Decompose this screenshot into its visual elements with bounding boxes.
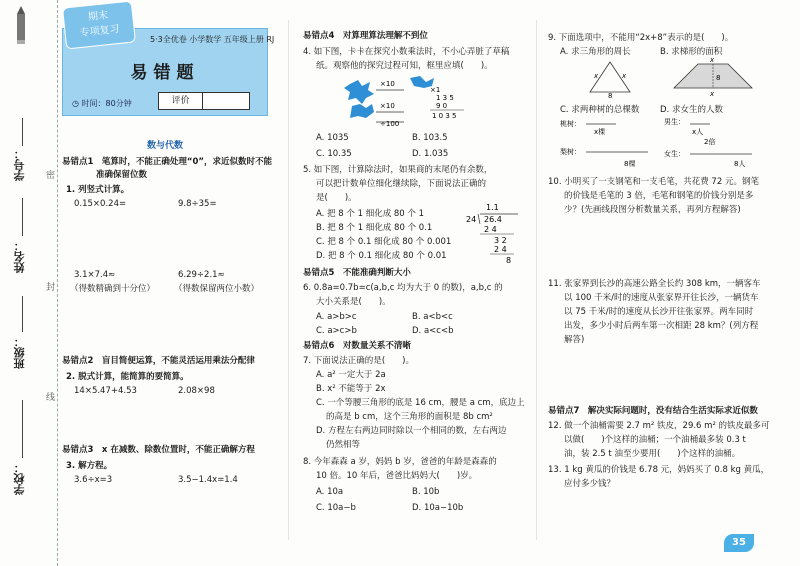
option-5b[interactable]: B. 把 8 个 1 细化成 80 个 0.1 bbox=[316, 223, 433, 233]
page-title: 易错题 bbox=[130, 63, 200, 83]
error-point-1: 易错点1 笔算时，不能正确处理“0”，求近似数时不能 bbox=[62, 157, 273, 167]
question-3: 3. 解方程。 bbox=[66, 461, 113, 471]
equation: 3.5−1.4x=1.4 bbox=[178, 475, 238, 485]
question-12-cont: 油，装 2.5 t 油至少要用( )个这样的油桶。 bbox=[564, 449, 741, 459]
multiplication-figure bbox=[340, 74, 480, 126]
step-a: 2 4 bbox=[484, 225, 497, 234]
option-7d-cont: 仍然相等 bbox=[326, 440, 361, 450]
question-5-cont: 可以把计数单位细化继续除，下面说法正确的 bbox=[316, 179, 487, 189]
error-point-4: 易错点4 对算理算法理解不到位 bbox=[303, 31, 428, 41]
question-5: 5. 如下图，计算除法时，如果商的末尾仍有余数， bbox=[303, 165, 493, 175]
question-6-cont: 大小关系是( )。 bbox=[316, 297, 391, 307]
time-limit bbox=[72, 98, 132, 109]
question-12: 12. 做一个油桶需要 2.7 m² 铁皮，29.6 m² 的铁皮最多可 bbox=[548, 421, 770, 431]
question-11-cont: 以 100 千米/时的速度从张家界开往长沙，一辆货车 bbox=[564, 293, 759, 303]
pear-label: 梨树： bbox=[560, 148, 581, 156]
class-line[interactable] bbox=[22, 296, 23, 332]
question-10: 10. 小明买了一支钢笔和一支毛笔，共花费 72 元。钢笔 bbox=[548, 177, 759, 187]
option-9c[interactable]: C. 求两种树的总棵数 bbox=[560, 105, 640, 115]
step-b: 3 2 bbox=[494, 236, 507, 245]
calc-expression: 0.15×0.24= bbox=[74, 199, 127, 209]
ink-blot bbox=[350, 104, 374, 118]
trapezoid-height-8: 8 bbox=[716, 74, 721, 82]
option-9d[interactable]: D. 求女生的人数 bbox=[660, 105, 723, 115]
fig4-r1: 1 3 5 bbox=[436, 94, 454, 102]
option-7c-cont: 的高是 b cm，这个三角形的面积是 8b cm² bbox=[326, 412, 493, 422]
calc-note: （得数精确到十分位） bbox=[70, 284, 156, 294]
question-10-cont: 少？(先画线段图分析数量关系，再列方程解答) bbox=[564, 205, 741, 215]
column-divider bbox=[288, 20, 289, 540]
option-4c[interactable]: C. 10.35 bbox=[316, 149, 352, 159]
question-12-cont: 以做( )个这样的油桶；一个油桶最多装 0.3 t bbox=[564, 435, 746, 445]
triangle-side-x: x bbox=[594, 72, 599, 80]
calc-expression: 14×5.47+4.53 bbox=[74, 386, 137, 396]
column-divider bbox=[536, 20, 537, 540]
ink-blot bbox=[344, 80, 374, 104]
question-11-cont: 以 75 千米/时的速度从长沙开往张家界。两车同时 bbox=[564, 307, 754, 317]
question-4-cont: 纸。观察他的探究过程可知，框里应填( )。 bbox=[316, 61, 493, 71]
option-8b[interactable]: B. 10b bbox=[412, 487, 440, 497]
badge-line1: 期末 bbox=[87, 10, 109, 24]
student-id-label: 学号： bbox=[13, 148, 26, 181]
binding-margin bbox=[0, 0, 58, 566]
divisor: 24 bbox=[466, 215, 477, 224]
error-point-2: 易错点2 盲目简便运算，不能灵活运用乘法分配律 bbox=[62, 356, 255, 366]
class-label: 班级： bbox=[13, 336, 26, 369]
option-6b[interactable]: B. a<b<c bbox=[412, 312, 453, 322]
clock-icon: ◷ bbox=[72, 99, 82, 108]
trapezoid-figure bbox=[668, 58, 758, 98]
triangle-side-x: x bbox=[622, 72, 627, 80]
fig4-r2: 9 0 bbox=[436, 102, 448, 110]
question-13-cont: 应付多少钱？ bbox=[564, 479, 616, 489]
calc-expression: 3.1×7.4≈ bbox=[74, 270, 116, 280]
fig4-label-m1: ×10 bbox=[380, 80, 395, 88]
option-5d[interactable]: D. 把 8 个 0.1 细化成 80 个 0.01 bbox=[316, 251, 447, 261]
student-id-line[interactable] bbox=[22, 118, 23, 146]
option-7a[interactable]: A. a² 一定大于 2a bbox=[316, 370, 386, 380]
error-point-3: 易错点3 x 在减数、除数位置时，不能正确解方程 bbox=[62, 445, 255, 455]
step-c: 2 4 bbox=[494, 245, 507, 254]
evaluation-label: 评价 bbox=[159, 93, 203, 109]
peach-label: 桃树： bbox=[560, 120, 581, 128]
students-segment-figure bbox=[664, 114, 764, 170]
question-1: 1. 列竖式计算。 bbox=[66, 185, 130, 195]
option-5a[interactable]: A. 把 8 个 1 细化成 80 个 1 bbox=[316, 209, 425, 219]
pear-8: 8棵 bbox=[624, 160, 636, 168]
question-6: 6. 0.8a=0.7b=c(a,b,c 均为大于 0 的数)，a,b,c 的 bbox=[303, 283, 503, 293]
fig4-label-c1: ×1 bbox=[430, 86, 441, 94]
option-7d[interactable]: D. 方程左右两边同时除以一个相同的数，左右两边 bbox=[316, 426, 507, 436]
calc-expression: 9.8÷35= bbox=[178, 199, 217, 209]
option-4a[interactable]: A. 1035 bbox=[316, 133, 349, 143]
error-point-7: 易错点7 解决实际问题时，没有结合生活实际求近似数 bbox=[548, 406, 758, 416]
triangle-base-8: 8 bbox=[608, 92, 613, 98]
dividend: 26.4 bbox=[484, 215, 502, 224]
option-9b[interactable]: B. 求梯形的面积 bbox=[660, 47, 723, 57]
calc-expression: 2.08×98 bbox=[178, 386, 215, 396]
question-13: 13. 1 kg 黄瓜的价钱是 6.78 元，妈妈买了 0.8 kg 黄瓜， bbox=[548, 465, 770, 475]
question-4: 4. 如下图，卡卡在探究小数乘法时，不小心弄脏了草稿 bbox=[303, 47, 510, 57]
fig4-r3: 1 0 3 5 bbox=[432, 112, 457, 120]
question-8-cont: 10 倍。10 年后，爸爸比妈妈大( )岁。 bbox=[316, 471, 478, 481]
error-point-5: 易错点5 不能准确判断大小 bbox=[303, 268, 411, 278]
long-division-figure bbox=[464, 202, 524, 266]
option-9a[interactable]: A. 求三角形的周长 bbox=[560, 47, 631, 57]
peach-x: x棵 bbox=[594, 128, 606, 136]
school-label: 学校： bbox=[13, 462, 26, 495]
question-5-cont: 是( )。 bbox=[316, 193, 357, 203]
option-6a[interactable]: A. a>b>c bbox=[316, 312, 357, 322]
option-7b[interactable]: B. x² 不能等于 2x bbox=[316, 384, 386, 394]
girls-2times: 2倍 bbox=[704, 138, 716, 146]
badge-line2: 专项复习 bbox=[79, 23, 121, 40]
series-label: 5·3全优卷 小学数学 五年级上册 RJ bbox=[150, 35, 275, 44]
option-6d[interactable]: D. a<c<b bbox=[412, 326, 454, 336]
question-7: 7. 下面说法正确的是( )。 bbox=[303, 356, 414, 366]
calc-note: （得数保留两位小数） bbox=[174, 284, 260, 294]
option-8d[interactable]: D. 10a−10b bbox=[412, 503, 464, 513]
equation: 3.6÷x=3 bbox=[74, 475, 113, 485]
name-label: 姓名： bbox=[13, 240, 26, 273]
section-title: 数与代数 bbox=[146, 141, 183, 151]
time-text: 时间：80分钟 bbox=[81, 99, 132, 108]
option-8a[interactable]: A. 10a bbox=[316, 487, 344, 497]
question-10-cont: 的价钱是毛笔的 3 倍，毛笔和钢笔的价钱分别是多 bbox=[564, 191, 754, 201]
question-2: 2. 脱式计算，能简算的要简算。 bbox=[66, 372, 189, 382]
trapezoid-base-x: x bbox=[710, 90, 715, 98]
boys-x: x人 bbox=[692, 128, 704, 136]
question-8: 8. 今年森森 a 岁，妈妈 b 岁，爸爸的年龄是森森的 bbox=[303, 457, 497, 467]
question-9: 9. 下面选项中，不能用“2x+8”表示的是( )。 bbox=[548, 33, 734, 43]
fig4-label-m2: ×10 bbox=[380, 102, 395, 110]
error-point-1-cont: 准确保留位数 bbox=[62, 170, 148, 180]
girls-label: 女生： bbox=[664, 150, 685, 158]
calc-expression: 6.29÷2.1≈ bbox=[178, 270, 225, 280]
page-number: 35 bbox=[724, 534, 754, 552]
school-line[interactable] bbox=[22, 400, 23, 458]
triangle-figure bbox=[580, 58, 640, 98]
review-badge bbox=[62, 0, 136, 49]
quotient: 1.1 bbox=[486, 203, 499, 212]
option-4b[interactable]: B. 103.5 bbox=[412, 133, 448, 143]
pencil-icon bbox=[14, 6, 28, 44]
seal-tag: 密 bbox=[44, 170, 54, 179]
boys-label: 男生： bbox=[664, 118, 685, 126]
option-5c[interactable]: C. 把 8 个 0.1 细化成 80 个 0.001 bbox=[316, 237, 452, 247]
question-11: 11. 张家界到长沙的高速公路全长约 308 km，一辆客车 bbox=[548, 279, 761, 289]
option-7c[interactable]: C. 一个等腰三角形的底是 16 cm，腰是 a cm，底边上 bbox=[316, 398, 525, 408]
option-8c[interactable]: C. 10a−b bbox=[316, 503, 356, 513]
seal-tag: 封 bbox=[44, 282, 54, 291]
option-4d[interactable]: D. 1.035 bbox=[412, 149, 449, 159]
error-point-6: 易错点6 对数量关系不清晰 bbox=[303, 341, 411, 351]
question-11-cont: 解答) bbox=[564, 335, 585, 345]
seal-tag: 线 bbox=[44, 392, 54, 401]
girls-8: 8人 bbox=[734, 160, 746, 168]
name-line[interactable] bbox=[22, 198, 23, 236]
trees-segment-figure bbox=[560, 114, 660, 170]
fig4-div: ÷100 bbox=[380, 120, 400, 126]
option-6c[interactable]: C. a>c>b bbox=[316, 326, 357, 336]
question-11-cont: 出发，多少小时后两车第一次相距 28 km？(列方程 bbox=[564, 321, 759, 331]
trapezoid-top-x: x bbox=[710, 58, 715, 64]
remainder: 8 bbox=[506, 256, 512, 265]
evaluation-box bbox=[158, 92, 250, 110]
